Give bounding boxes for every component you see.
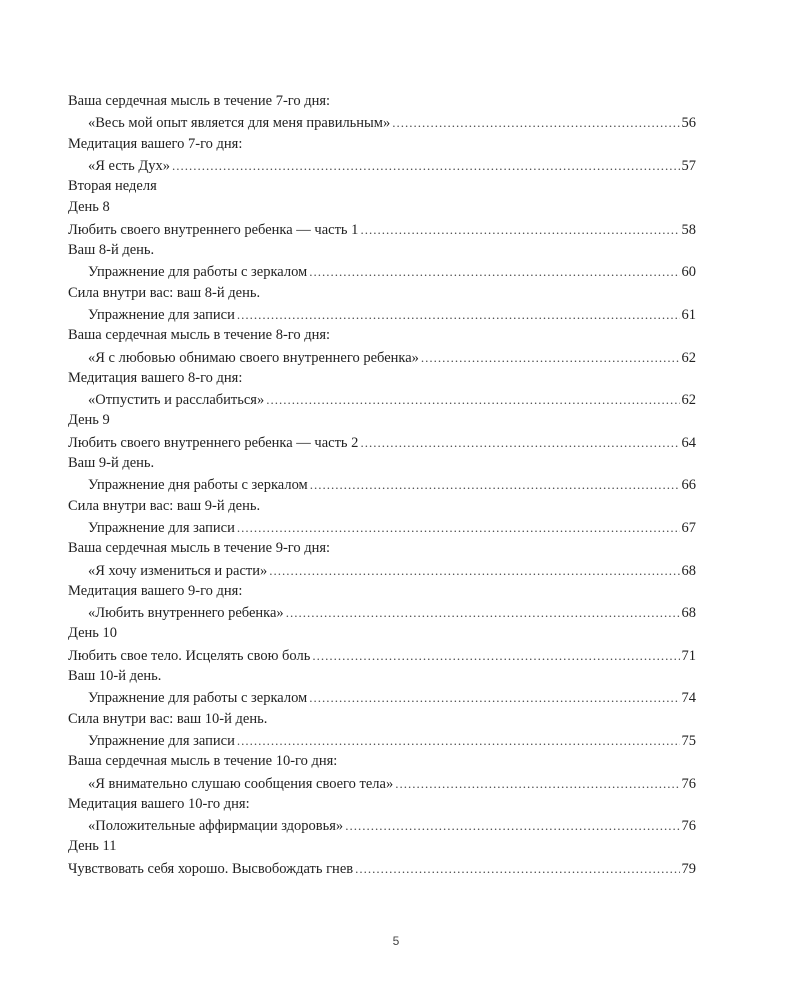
toc-heading — [68, 538, 696, 559]
toc-heading-text: Медитация вашего 7-го дня: — [68, 135, 243, 152]
toc-heading — [68, 91, 696, 112]
toc-heading — [68, 368, 696, 389]
dot-leader — [421, 347, 680, 368]
toc-page-number: 75 — [681, 732, 696, 749]
toc-heading — [68, 581, 696, 602]
toc-entry-title: «Весь мой опыт является для меня правильным» — [88, 115, 391, 132]
toc-heading — [68, 197, 696, 218]
toc-page-number: 66 — [681, 477, 696, 494]
toc-heading-text: Медитация вашего 10-го дня: — [68, 795, 250, 812]
toc-page-number: 62 — [681, 349, 696, 366]
table-of-contents — [68, 91, 696, 879]
toc-entry — [68, 474, 696, 495]
toc-heading — [68, 836, 696, 857]
toc-page-number: 74 — [681, 690, 696, 707]
toc-entry — [68, 815, 696, 836]
toc-heading-text: День 10 — [68, 625, 118, 642]
toc-page-number: 76 — [681, 818, 696, 835]
toc-heading — [68, 623, 696, 644]
toc-page-number: 68 — [681, 605, 696, 622]
toc-entry-title: «Я хочу измениться и расти» — [88, 562, 268, 579]
toc-entry — [68, 602, 696, 623]
toc-entry-title: Любить своего внутреннего ребенка — часть 2 — [68, 434, 359, 451]
toc-entry-title: Упражнение для работы с зеркалом — [88, 264, 308, 281]
dot-leader — [237, 304, 680, 325]
toc-entry-title: «Я внимательно слушаю сообщения своего тела» — [88, 775, 394, 792]
toc-page-number: 68 — [681, 562, 696, 579]
toc-page-number: 58 — [681, 221, 696, 238]
toc-heading — [68, 240, 696, 261]
toc-heading — [68, 496, 696, 517]
toc-heading — [68, 410, 696, 431]
toc-entry — [68, 645, 696, 666]
dot-leader — [309, 687, 679, 708]
toc-page-number: 56 — [681, 115, 696, 132]
toc-entry — [68, 730, 696, 751]
toc-heading-text: Медитация вашего 8-го дня: — [68, 369, 243, 386]
dot-leader — [172, 155, 680, 176]
toc-entry-title: «Я с любовью обнимаю своего внутреннего ребенка» — [88, 349, 419, 366]
toc-page-number: 79 — [681, 860, 696, 877]
page-number: 5 — [392, 934, 400, 948]
toc-entry-title: «Отпустить и расслабиться» — [88, 392, 265, 409]
toc-heading-text: Вторая неделя — [68, 178, 157, 195]
dot-leader — [286, 602, 680, 623]
toc-entry-title: «Я есть Дух» — [88, 157, 170, 174]
toc-page-number: 71 — [681, 647, 696, 664]
dot-leader — [395, 773, 679, 794]
toc-entry — [68, 432, 696, 453]
dot-leader — [266, 389, 679, 410]
toc-heading-text: Ваша сердечная мысль в течение 8-го дня: — [68, 327, 331, 344]
toc-heading-text: Сила внутри вас: ваш 10-й день. — [68, 710, 268, 727]
dot-leader — [392, 112, 679, 133]
toc-entry-title: Упражнение дня работы с зеркалом — [88, 477, 308, 494]
toc-page-number: 67 — [681, 519, 696, 536]
toc-page-number: 64 — [681, 434, 696, 451]
dot-leader — [310, 474, 680, 495]
toc-page-number: 60 — [681, 264, 696, 281]
toc-page-number: 62 — [681, 392, 696, 409]
toc-entry — [68, 560, 696, 581]
dot-leader — [237, 517, 680, 538]
dot-leader — [309, 261, 679, 282]
toc-entry — [68, 112, 696, 133]
toc-entry — [68, 304, 696, 325]
toc-heading-text: Ваша сердечная мысль в течение 10-го дня: — [68, 753, 338, 770]
toc-entry — [68, 155, 696, 176]
toc-heading — [68, 176, 696, 197]
toc-entry — [68, 389, 696, 410]
dot-leader — [345, 815, 679, 836]
toc-heading-text: Ваша сердечная мысль в течение 7-го дня: — [68, 93, 331, 109]
toc-entry-title: Упражнение для работы с зеркалом — [88, 690, 308, 707]
toc-heading — [68, 751, 696, 772]
toc-heading-text: Ваша сердечная мысль в течение 9-го дня: — [68, 540, 331, 557]
toc-page-number: 57 — [681, 157, 696, 174]
toc-page-number: 61 — [681, 306, 696, 323]
toc-heading — [68, 283, 696, 304]
toc-heading — [68, 134, 696, 155]
toc-entry — [68, 219, 696, 240]
toc-heading-text: Ваш 10-й день. — [68, 668, 162, 685]
toc-entry-title: Упражнение для записи — [88, 306, 235, 323]
toc-heading — [68, 666, 696, 687]
toc-entry-title: Упражнение для записи — [88, 519, 235, 536]
toc-heading — [68, 794, 696, 815]
toc-entry-title: Любить своего внутреннего ребенка — часть 1 — [68, 221, 359, 238]
toc-heading — [68, 325, 696, 346]
toc-entry-title: Любить свое тело. Исцелять свою боль — [68, 647, 311, 664]
toc-entry — [68, 347, 696, 368]
dot-leader — [237, 730, 680, 751]
toc-heading-text: День 11 — [68, 838, 117, 855]
dot-leader — [312, 645, 679, 666]
toc-heading-text: Ваш 9-й день. — [68, 455, 155, 472]
dot-leader — [355, 858, 679, 879]
toc-entry-title: Чувствовать себя хорошо. Высвобождать гнев — [68, 860, 354, 877]
toc-entry-title: Упражнение для записи — [88, 732, 235, 749]
dot-leader — [269, 560, 679, 581]
toc-entry — [68, 858, 696, 879]
toc-heading-text: Ваш 8-й день. — [68, 242, 155, 259]
toc-heading-text: Медитация вашего 9-го дня: — [68, 582, 243, 599]
toc-heading-text: День 8 — [68, 199, 110, 216]
toc-entry — [68, 261, 696, 282]
toc-heading-text: Сила внутри вас: ваш 9-й день. — [68, 497, 261, 514]
toc-heading-text: Сила внутри вас: ваш 8-й день. — [68, 284, 261, 301]
toc-heading — [68, 709, 696, 730]
toc-entry-title: «Любить внутреннего ребенка» — [88, 605, 284, 622]
dot-leader — [360, 219, 679, 240]
toc-heading-text: День 9 — [68, 412, 110, 429]
toc-page-number: 76 — [681, 775, 696, 792]
toc-heading — [68, 453, 696, 474]
dot-leader — [360, 432, 679, 453]
toc-entry-title: «Положительные аффирмации здоровья» — [88, 818, 344, 835]
toc-entry — [68, 773, 696, 794]
toc-entry — [68, 687, 696, 708]
toc-entry — [68, 517, 696, 538]
